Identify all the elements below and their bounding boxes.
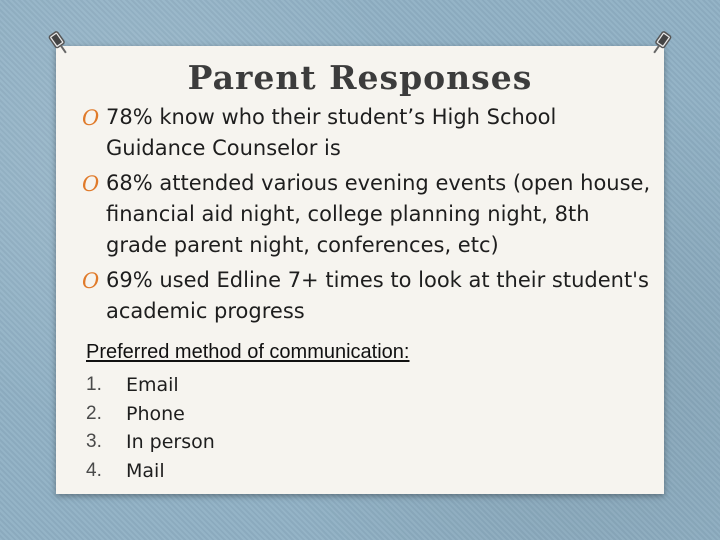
list-item [86,371,215,400]
list-item [86,428,215,457]
item-number: 2. [86,402,102,424]
bullet-item [82,168,652,261]
bullet-item [82,265,652,327]
list-item [86,400,215,429]
item-label: In person [126,431,215,453]
pushpin-icon [46,30,72,56]
list-item [86,457,215,486]
bullet-list [82,102,652,331]
pushpin-icon [648,30,674,56]
item-number: 3. [86,431,102,452]
item-label: Phone [126,402,185,425]
item-number: 1. [86,374,102,395]
bullet-text: 69% used Edline 7+ times to look at their student's academic progress [106,268,649,323]
method-list [86,371,215,485]
slide-title: Parent Responses [187,58,533,97]
item-number: 4. [86,459,102,481]
bullet-o-icon: O [82,269,100,293]
bullet-o-icon: O [82,172,100,196]
item-label: Email [126,374,179,396]
bullet-o-icon: O [82,106,100,130]
bullet-text: 78% know who their student’s High School Guidance Counselor is [106,105,557,160]
bullet-text: 68% attended various evening events (open house, financial aid night, college planning night, 8th grade parent night, conferences, etc) [106,171,651,257]
preferred-method-heading: Preferred method of communication: [86,341,410,363]
bullet-item [82,102,652,164]
item-label: Mail [126,459,165,482]
